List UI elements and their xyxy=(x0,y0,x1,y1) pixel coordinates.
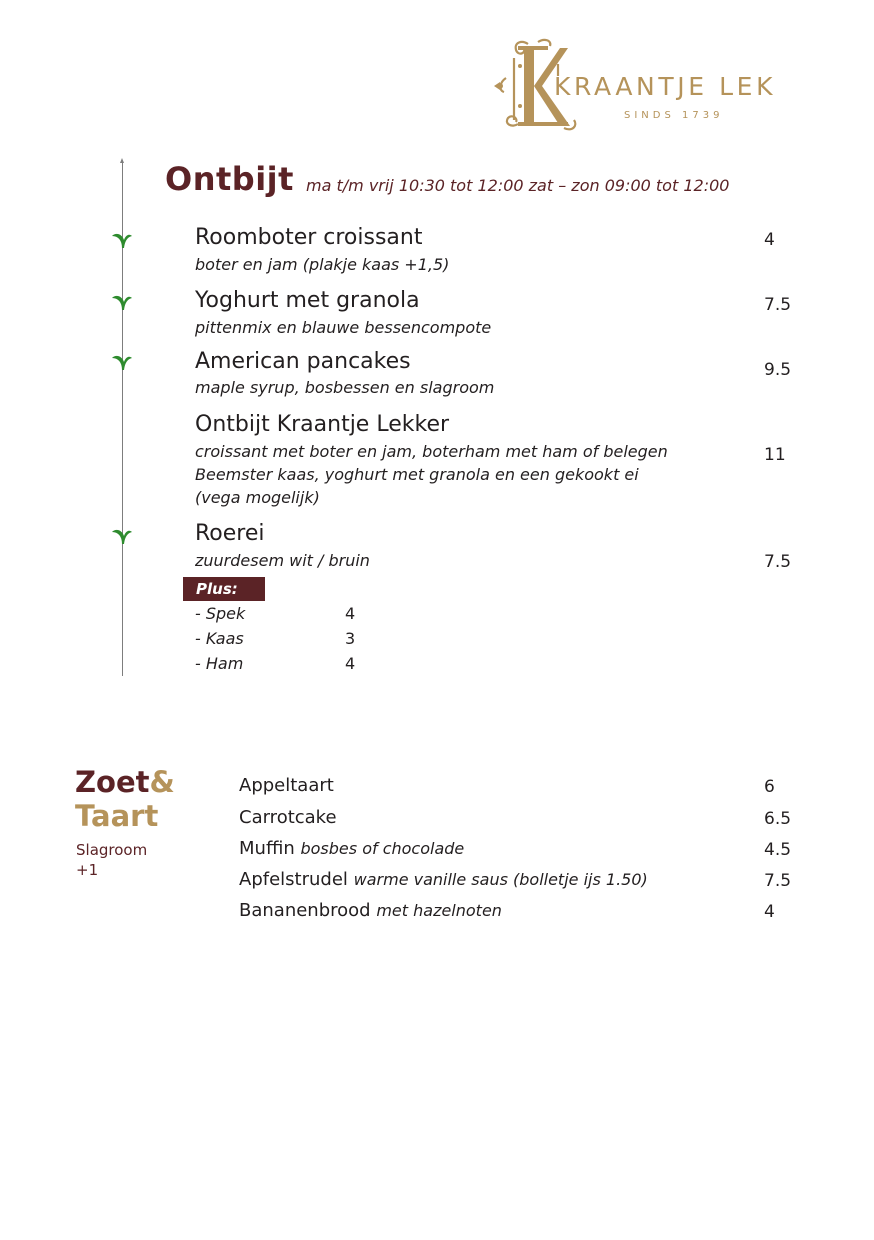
extra-price: 4 xyxy=(345,604,356,623)
cake-item-description: bosbes of chocolade xyxy=(300,839,465,858)
cake-item xyxy=(239,838,464,864)
logo-since-text: SINDS 1739 xyxy=(624,110,724,121)
menu-item-name: Yoghurt met granola xyxy=(195,288,420,313)
extra-price: 4 xyxy=(345,654,356,673)
menu-item-description: (vega mogelijk) xyxy=(195,488,320,507)
section-title-zoet-taart xyxy=(75,765,175,833)
menu-item-price: 9.5 xyxy=(764,360,792,380)
opening-hours: ma t/m vrij 10:30 tot 12:00 zat – zon 09:00 tot 12:00 xyxy=(306,176,730,195)
menu-item-price: 7.5 xyxy=(764,552,792,572)
menu-item-name: American pancakes xyxy=(195,349,411,374)
brand-logo xyxy=(494,36,814,136)
slagroom-note-label: Slagroom xyxy=(76,841,148,859)
menu-item-price: 11 xyxy=(764,445,786,465)
leaf-icon xyxy=(108,524,134,546)
extra-name: - Spek xyxy=(195,604,246,623)
extra-name: - Kaas xyxy=(195,629,244,648)
menu-item-description: boter en jam (plakje kaas +1,5) xyxy=(195,255,450,274)
cake-item-name: Appeltaart xyxy=(239,775,334,796)
cake-item-price: 4 xyxy=(764,902,775,922)
extra-row xyxy=(195,654,375,676)
cake-item-description: met hazelnoten xyxy=(376,901,502,920)
title-ampersand: & xyxy=(149,765,175,799)
section-title-ontbijt: Ontbijt xyxy=(165,160,294,198)
cake-item xyxy=(239,775,334,801)
menu-item-description: croissant met boter en jam, boterham met ham of belegen xyxy=(195,442,668,461)
menu-item-description: maple syrup, bosbessen en slagroom xyxy=(195,378,495,397)
menu-item-name: Ontbijt Kraantje Lekker xyxy=(195,412,450,437)
menu-item-price: 4 xyxy=(764,230,775,250)
slagroom-note-price: +1 xyxy=(76,861,99,879)
title-word-zoet: Zoet xyxy=(75,765,150,799)
extra-row xyxy=(195,629,375,651)
menu-item-description: Beemster kaas, yoghurt met granola en een gekookt ei xyxy=(195,465,639,484)
cake-item-name: Muffin xyxy=(239,838,295,859)
leaf-icon xyxy=(108,350,134,372)
cake-item xyxy=(239,807,337,833)
cake-item-name: Apfelstrudel xyxy=(239,869,348,890)
cake-item-price: 6 xyxy=(764,777,775,797)
menu-item-description: pittenmix en blauwe bessencompote xyxy=(195,318,492,337)
cake-item-price: 6.5 xyxy=(764,809,792,829)
cake-item-name: Bananenbrood xyxy=(239,900,371,921)
leaf-icon xyxy=(108,228,134,250)
extra-price: 3 xyxy=(345,629,356,648)
cake-item xyxy=(239,900,502,926)
cake-item-description: warme vanille saus (bolletje ijs 1.50) xyxy=(353,870,648,889)
menu-item-description: zuurdesem wit / bruin xyxy=(195,551,370,570)
leaf-icon xyxy=(108,290,134,312)
plus-badge: Plus: xyxy=(183,577,265,601)
cake-item-price: 7.5 xyxy=(764,871,792,891)
cake-item-price: 4.5 xyxy=(764,840,792,860)
logo-wordmark: KRAANTJE LEK xyxy=(554,72,777,101)
title-word-taart: Taart xyxy=(75,799,159,833)
extra-name: - Ham xyxy=(195,654,244,673)
menu-item-price: 7.5 xyxy=(764,295,792,315)
menu-item-name: Roomboter croissant xyxy=(195,225,423,250)
slagroom-note xyxy=(76,840,186,880)
extra-row xyxy=(195,604,375,626)
menu-item-name: Roerei xyxy=(195,521,265,546)
cake-item-name: Carrotcake xyxy=(239,807,337,828)
cake-item xyxy=(239,869,648,895)
